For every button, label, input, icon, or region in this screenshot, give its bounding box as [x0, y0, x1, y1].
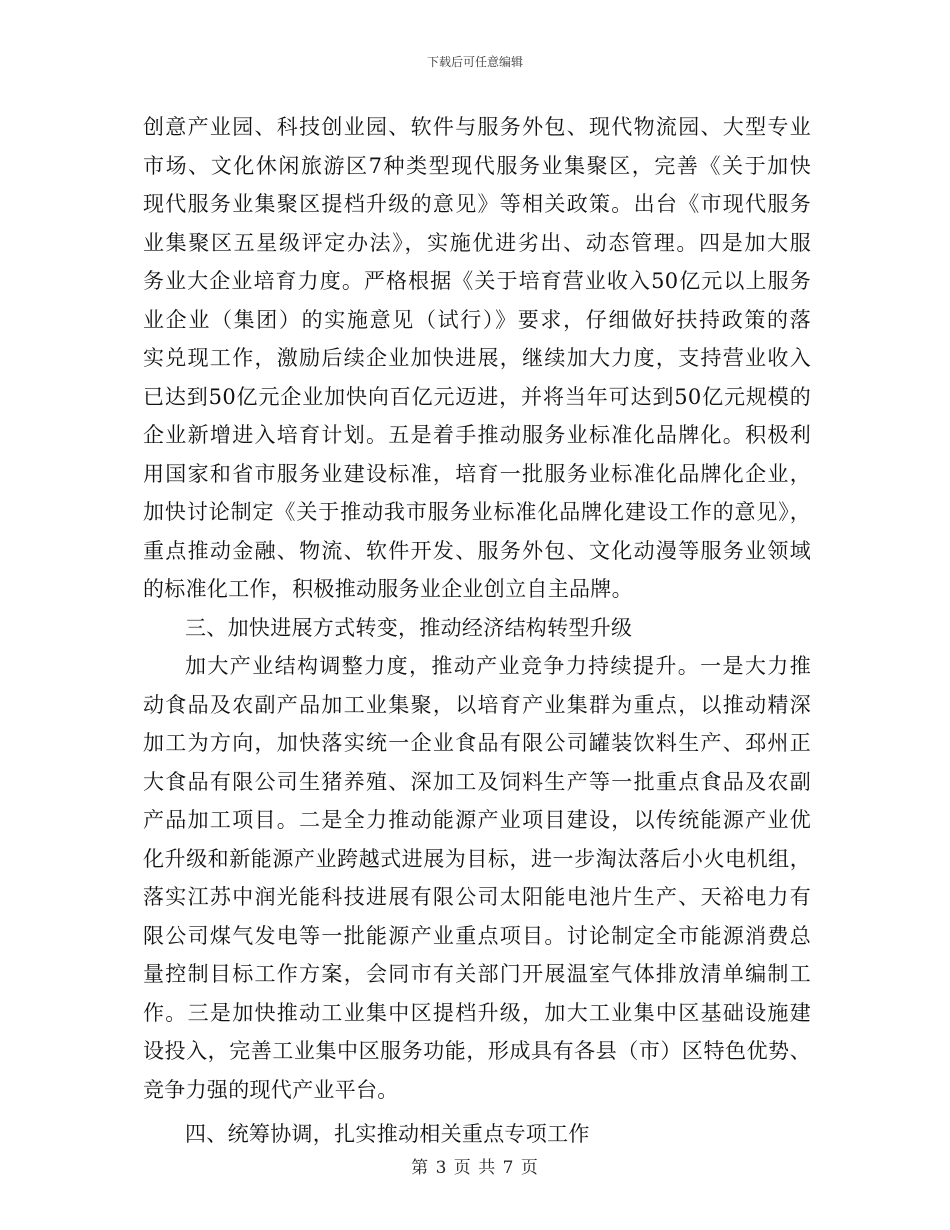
text-line: 作。三是加快推动工业集中区提档升级，加大工业集中区基础设施建	[143, 1000, 811, 1025]
text-line: 用国家和省市服务业建设标准，培育一批服务业标准化品牌化企业，	[143, 461, 811, 486]
text-line: 业集聚区五星级评定办法》，实施优进劣出、动态管理。四是加大服	[143, 230, 811, 255]
paragraph-2	[143, 647, 811, 1109]
text-line: 竞争力强的现代产业平台。	[143, 1077, 399, 1102]
text-line: 市场、文化休闲旅游区7种类型现代服务业集聚区，完善《关于加快	[143, 153, 811, 178]
text-line: 加大产业结构调整力度，推动产业竞争力持续提升。一是大力推	[185, 654, 811, 678]
text-line: 务业大企业培育力度。严格根据《关于培育营业收入50亿元以上服务	[143, 269, 811, 293]
text-line: 业企业（集团）的实施意见（试行）》要求，仔细做好扶持政策的落	[143, 307, 811, 332]
text-line: 加快讨论制定《关于推动我市服务业标准化品牌化建设工作的意见》，	[143, 500, 811, 524]
text-line: 落实江苏中润光能科技进展有限公司太阳能电池片生产、天裕电力有	[143, 885, 811, 909]
page-header: 下载后可任意编辑	[426, 55, 523, 69]
text-line: 动食品及农副产品加工业集聚，以培育产业集群为重点，以推动精深	[143, 692, 811, 717]
paragraph-1	[143, 108, 811, 609]
text-line: 加工为方向，加快落实统一企业食品有限公司罐装饮料生产、邳州正	[143, 731, 811, 755]
text-line: 实兑现工作，激励后续企业加快进展，继续加大力度，支持营业收入	[143, 346, 811, 370]
section-heading-3: 三、加快进展方式转变，推动经济结构转型升级	[185, 615, 633, 640]
text-line: 大食品有限公司生猪养殖、深加工及饲料生产等一批重点食品及农副	[143, 769, 811, 794]
text-line: 化升级和新能源产业跨越式进展为目标，进一步淘汰落后小火电机组，	[143, 846, 811, 871]
text-line: 重点推动金融、物流、软件开发、服务外包、文化动漫等服务业领域	[143, 538, 811, 563]
text-line: 企业新增进入培育计划。五是着手推动服务业标准化品牌化。积极利	[143, 423, 811, 447]
page-number-footer: 第 3 页 共 7 页	[411, 1158, 539, 1178]
document-body	[143, 108, 811, 1154]
text-line: 产品加工项目。二是全力推动能源产业项目建设，以传统能源产业优	[143, 808, 811, 832]
text-line: 已达到50亿元企业加快向百亿元迈进，并将当年可达到50亿元规模的	[143, 384, 811, 409]
text-line: 限公司煤气发电等一批能源产业重点项目。讨论制定全市能源消费总	[143, 923, 811, 948]
text-line: 量控制目标工作方案，会同市有关部门开展温室气体排放清单编制工	[143, 962, 811, 986]
text-line: 现代服务业集聚区提档升级的意见》等相关政策。出台《市现代服务	[143, 192, 811, 216]
text-line: 创意产业园、科技创业园、软件与服务外包、现代物流园、大型专业	[143, 115, 811, 139]
text-line: 的标准化工作，积极推动服务业企业创立自主品牌。	[143, 577, 633, 601]
section-heading-4: 四、统筹协调，扎实推动相关重点专项工作	[185, 1122, 590, 1146]
text-line: 设投入，完善工业集中区服务功能，形成具有各县（市）区特色优势、	[143, 1039, 811, 1063]
